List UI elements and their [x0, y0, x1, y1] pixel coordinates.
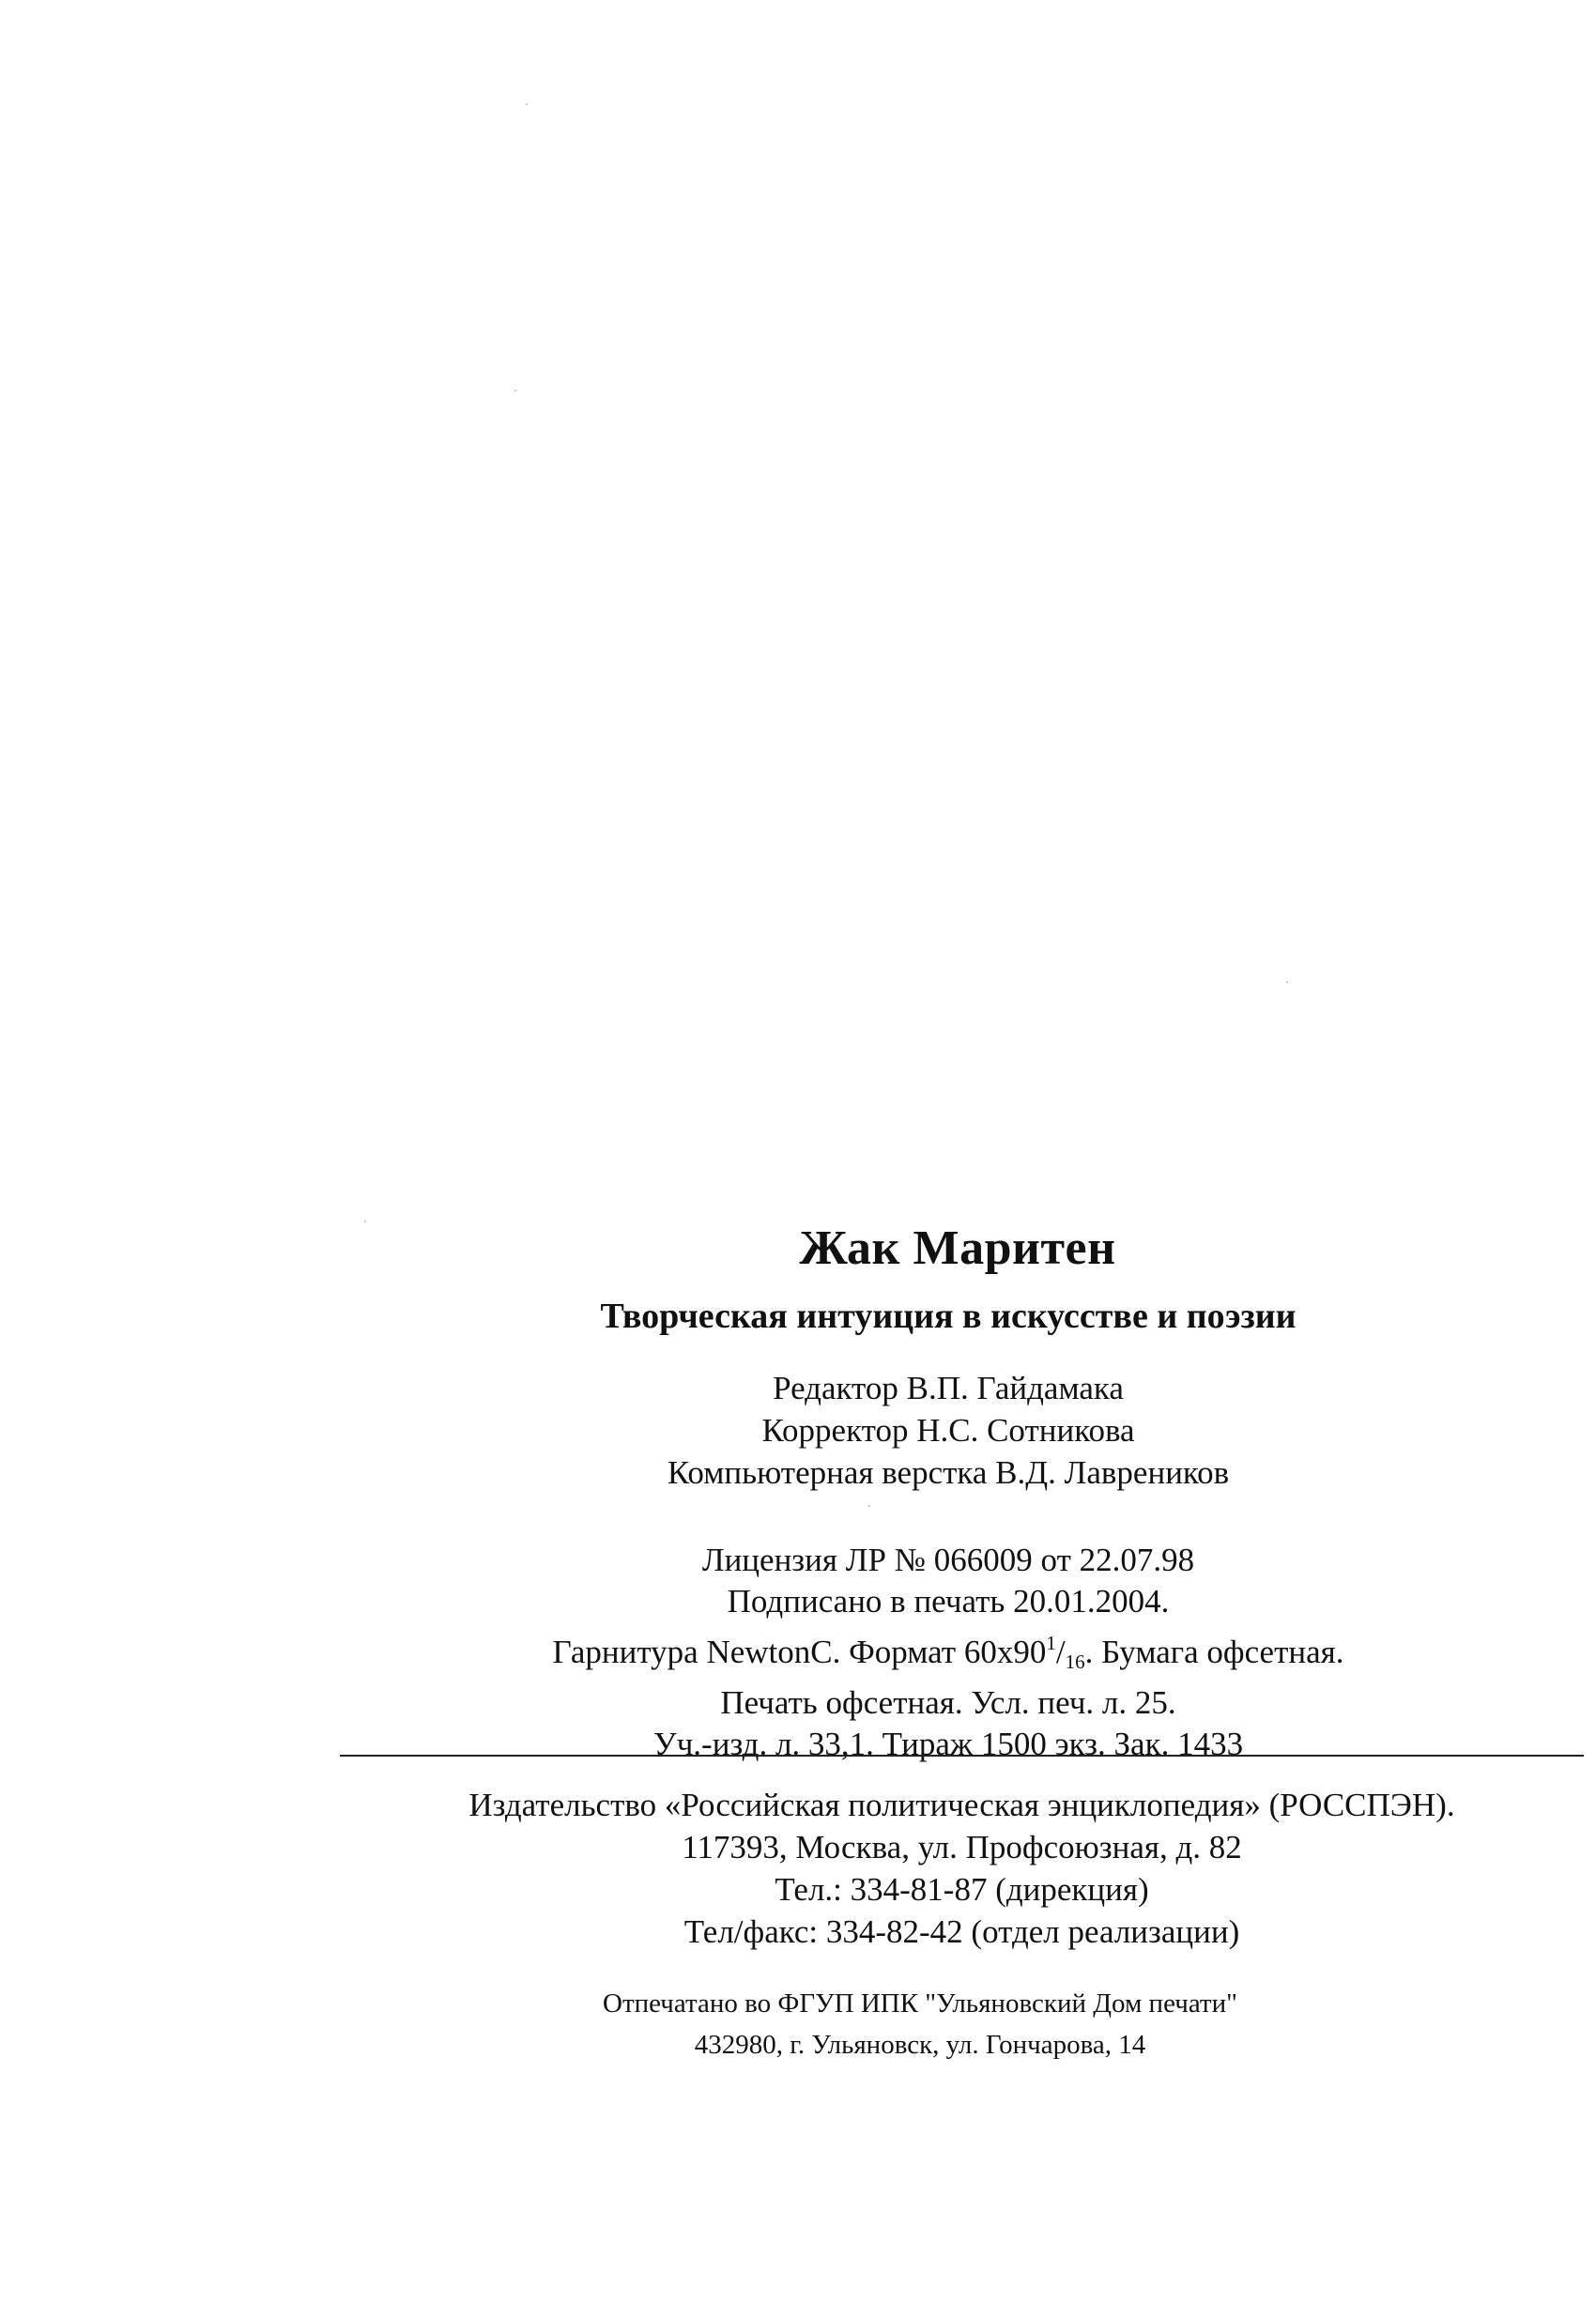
format-numerator: 1	[1046, 1632, 1056, 1654]
format-slash: /	[1055, 1634, 1066, 1670]
scan-speck	[526, 103, 528, 105]
credit-proofreader: Корректор Н.С. Сотникова	[761, 1412, 1135, 1449]
book-title: Творческая интуиция в искусстве и поэзии	[600, 1297, 1297, 1336]
imprint-block	[394, 1540, 1502, 1765]
license-line: Лицензия ЛР № 066009 от 22.07.98	[701, 1542, 1195, 1578]
publisher-phone: Тел.: 334-81-87 (дирекция)	[775, 1871, 1149, 1908]
credit-editor: Редактор В.П. Гайдамака	[773, 1370, 1124, 1406]
printer-address: 432980, г. Ульяновск, ул. Гончарова, 14	[694, 2030, 1146, 2060]
scan-speck	[1286, 981, 1288, 983]
scan-speck	[364, 1221, 366, 1222]
horizontal-rule	[340, 1755, 1584, 1757]
credits-block	[526, 1367, 1371, 1494]
scan-speck	[514, 390, 516, 392]
format-line	[394, 1622, 1502, 1682]
publisher-block	[340, 1784, 1584, 1953]
credit-layout: Компьютерная верстка В.Д. Лавреников	[667, 1454, 1230, 1491]
print-line: Печать офсетная. Усл. печ. л. 25.	[720, 1684, 1176, 1721]
edition-line: Уч.-изд. л. 33,1. Тираж 1500 экз. Зак. 1433	[652, 1726, 1244, 1762]
printer-block	[451, 1983, 1389, 2065]
format-suffix: . Бумага офсетная.	[1084, 1634, 1344, 1670]
scan-speck	[868, 1505, 870, 1507]
format-denominator: 16	[1065, 1650, 1085, 1673]
publisher-address: 117393, Москва, ул. Профсоюзная, д. 82	[682, 1829, 1242, 1865]
signed-line: Подписано в печать 20.01.2004.	[727, 1583, 1170, 1620]
book-author: Жак Маритен	[799, 1221, 1116, 1275]
publisher-fax: Тел/факс: 334-82-42 (отдел реализации)	[683, 1913, 1240, 1950]
printer-name: Отпечатано во ФГУП ИПК "Ульяновский Дом печати"	[603, 1988, 1237, 2019]
format-prefix: Гарнитура NewtonC. Формат 60x90	[552, 1634, 1047, 1670]
publisher-name: Издательство «Российская политическая энциклопедия» (РОССПЭН).	[468, 1787, 1455, 1823]
